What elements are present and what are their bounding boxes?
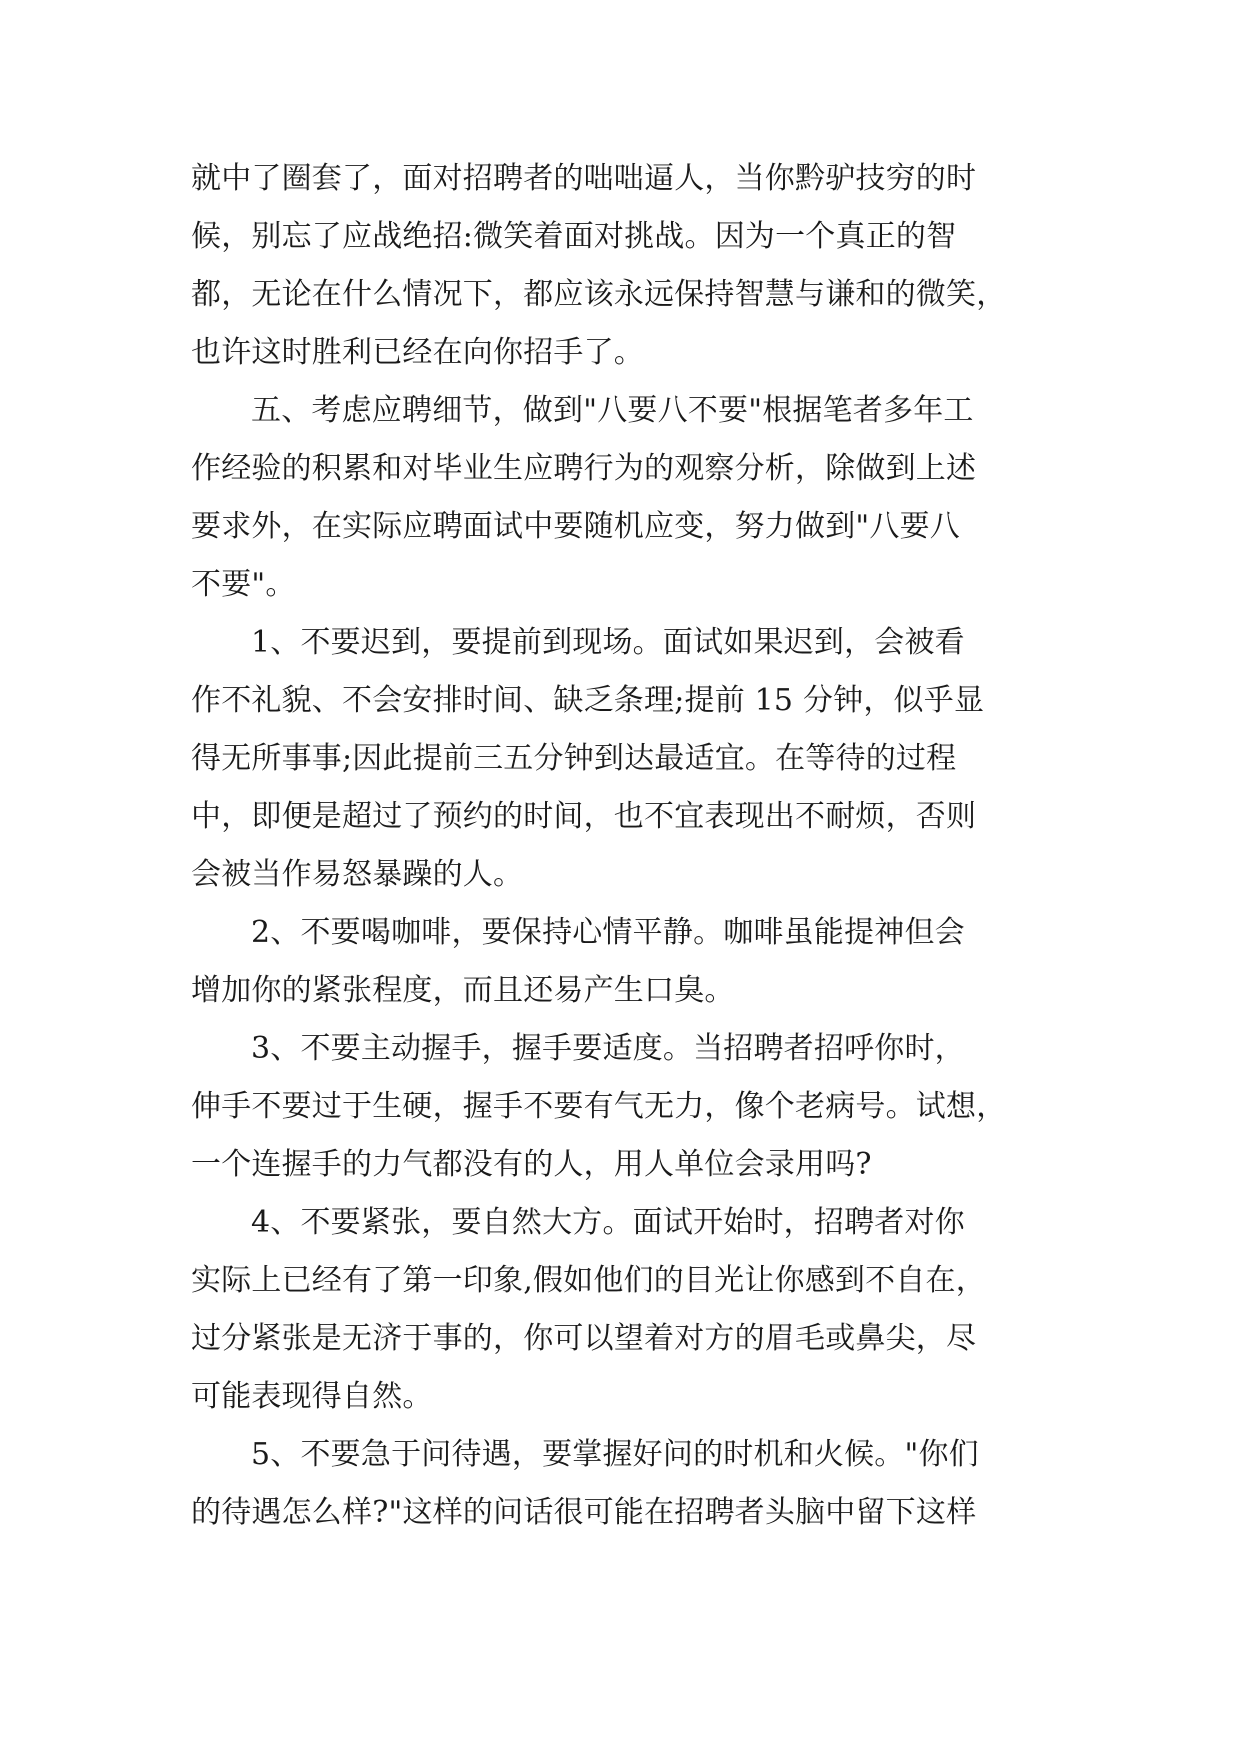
text-line: 一个连握手的力气都没有的人，用人单位会录用吗? <box>191 1147 872 1182</box>
text-line: 2、不要喝咖啡，要保持心情平静。咖啡虽能提神但会 <box>251 915 965 950</box>
text-line: 4、不要紧张，要自然大方。面试开始时，招聘者对你 <box>251 1205 965 1240</box>
text-line: 过分紧张是无济于事的，你可以望着对方的眉毛或鼻尖，尽 <box>191 1321 977 1356</box>
text-line: 就中了圈套了，面对招聘者的咄咄逼人，当你黔驴技穷的时 <box>191 161 977 196</box>
text-line: 都，无论在什么情况下，都应该永远保持智慧与谦和的微笑， <box>191 277 1007 312</box>
text-line: 也许这时胜利已经在向你招手了。 <box>191 335 644 370</box>
text-line: 作不礼貌、不会安排时间、缺乏条理;提前 15 分钟，似乎显 <box>191 683 985 718</box>
text-line: 要求外，在实际应聘面试中要随机应变，努力做到"八要八 <box>191 509 960 544</box>
text-line: 增加你的紧张程度，而且还易产生口臭。 <box>191 973 735 1008</box>
text-line: 不要"。 <box>191 567 296 602</box>
text-line: 1、不要迟到，要提前到现场。面试如果迟到，会被看 <box>251 625 965 660</box>
document-body <box>191 150 1051 1542</box>
text-line: 5、不要急于问待遇，要掌握好问的时机和火候。"你们 <box>251 1437 979 1472</box>
text-line: 的待遇怎么样?"这样的问话很可能在招聘者头脑中留下这样 <box>191 1495 977 1530</box>
text-line: 五、考虑应聘细节，做到"八要八不要"根据笔者多年工 <box>251 393 974 428</box>
text-line: 可能表现得自然。 <box>191 1379 433 1414</box>
text-line: 3、不要主动握手，握手要适度。当招聘者招呼你时， <box>251 1031 965 1066</box>
text-line: 中，即便是超过了预约的时间，也不宜表现出不耐烦，否则 <box>191 799 977 834</box>
text-line: 候，别忘了应战绝招:微笑着面对挑战。因为一个真正的智 <box>191 219 957 254</box>
text-line: 会被当作易怒暴躁的人。 <box>191 857 524 892</box>
text-line: 得无所事事;因此提前三五分钟到达最适宜。在等待的过程 <box>191 741 957 776</box>
text-line: 伸手不要过于生硬，握手不要有气无力，像个老病号。试想， <box>191 1089 1007 1124</box>
text-line: 作经验的积累和对毕业生应聘行为的观察分析，除做到上述 <box>191 451 977 486</box>
text-line: 实际上已经有了第一印象,假如他们的目光让你感到不自在， <box>191 1263 986 1298</box>
